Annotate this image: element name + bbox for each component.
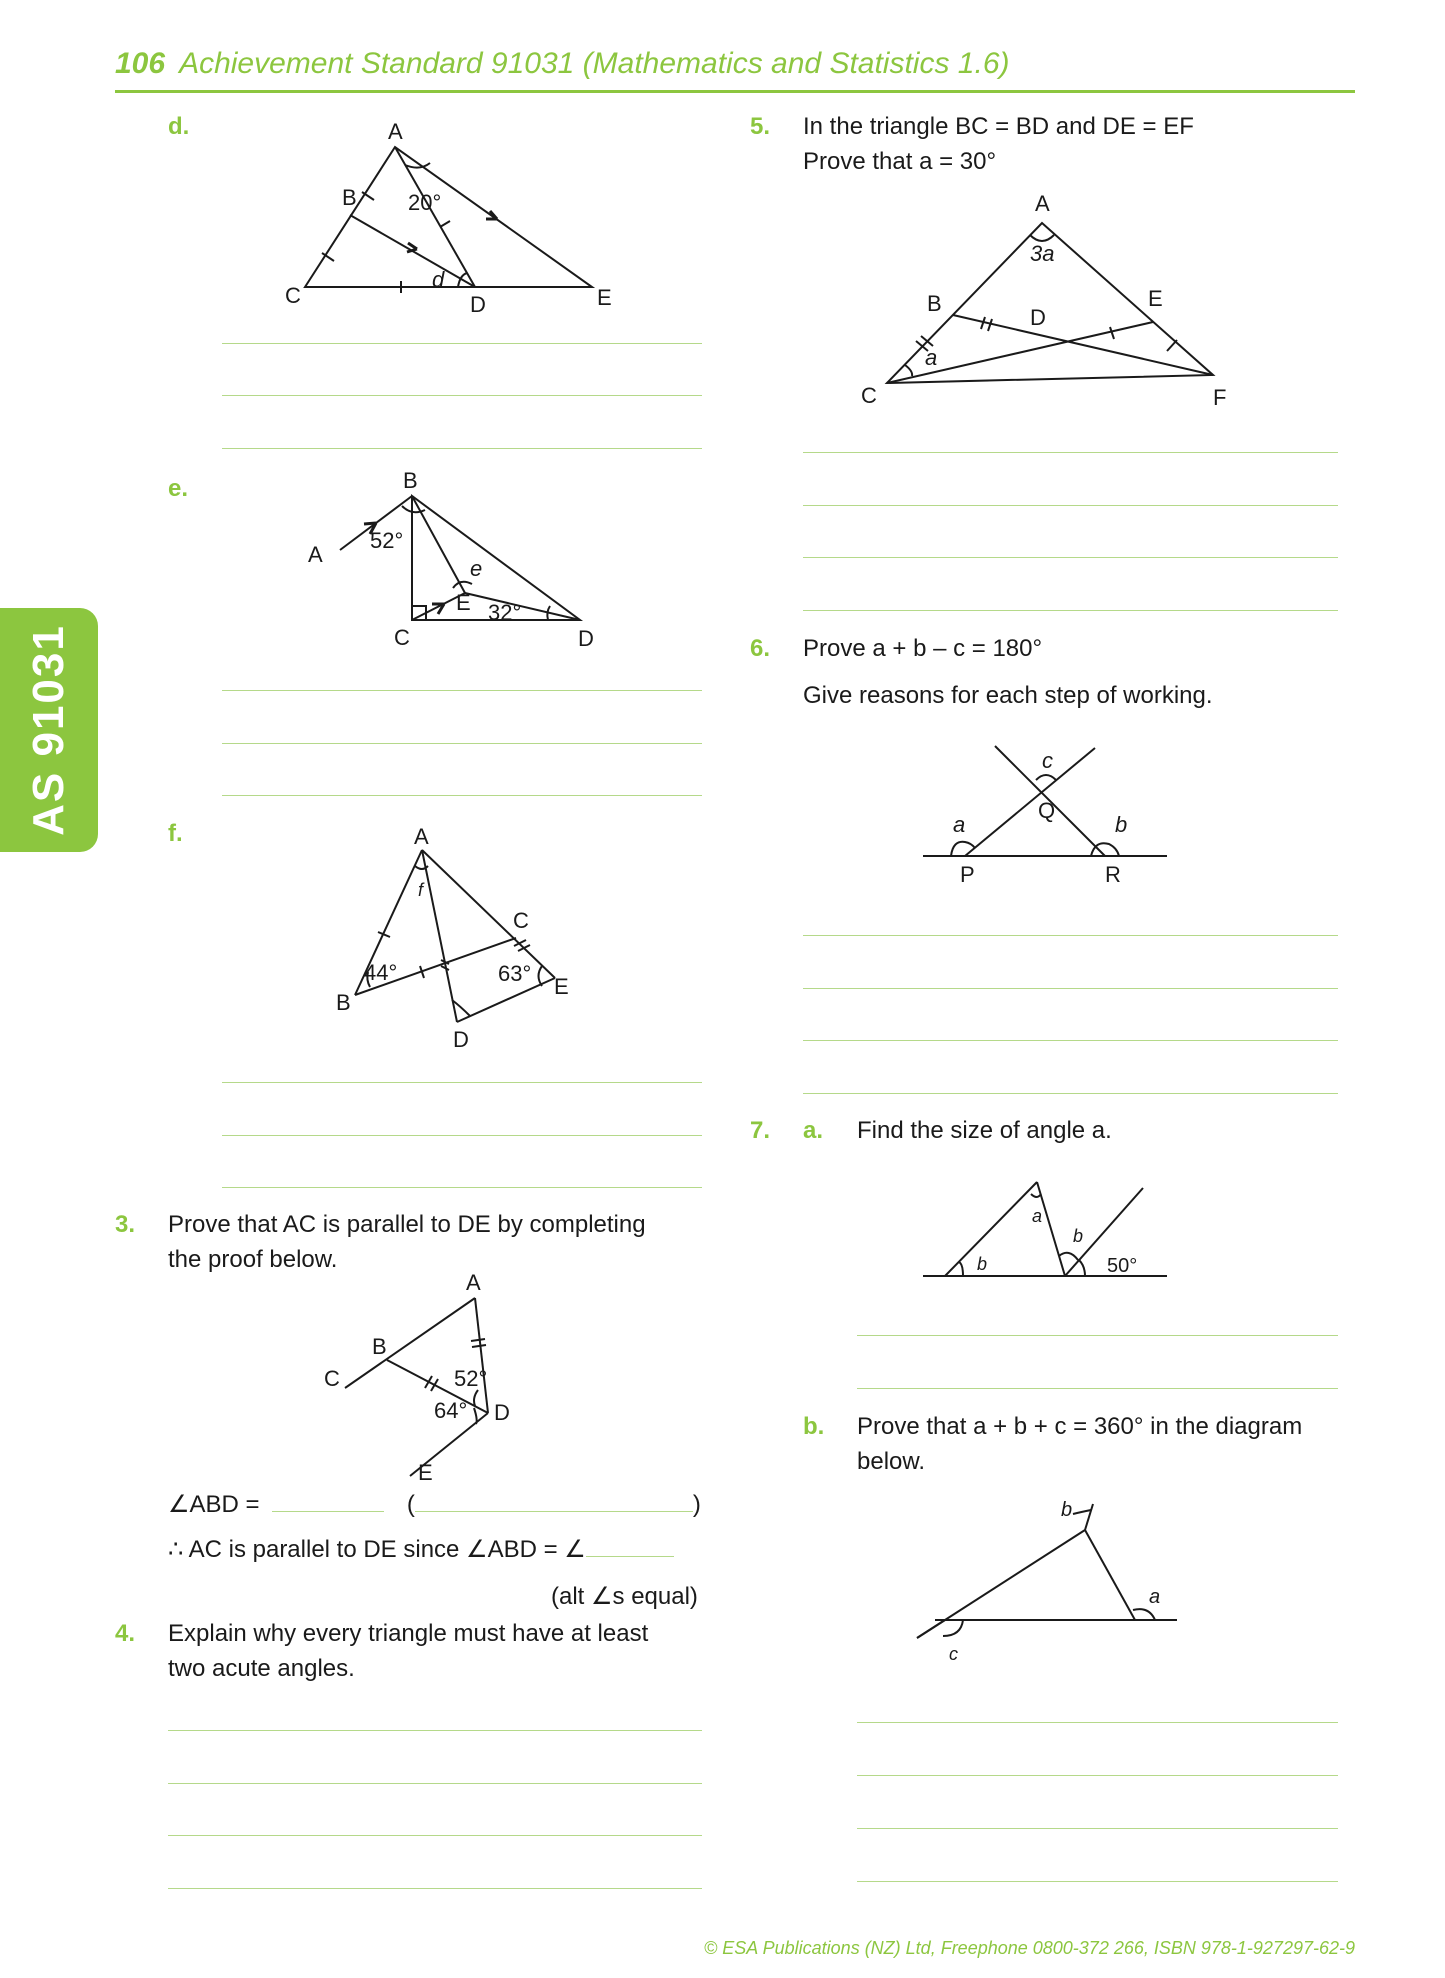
figure-f	[330, 820, 590, 1050]
answer-line[interactable]	[857, 1881, 1338, 1882]
question-7b-line-2: below.	[857, 1448, 926, 1475]
question-7b-label: b.	[803, 1413, 825, 1440]
answer-line[interactable]	[803, 452, 1338, 453]
paren-open: (	[406, 1491, 415, 1518]
question-7a-text: Find the size of angle a.	[857, 1117, 1112, 1144]
proof-reason: (alt ∠s equal)	[551, 1583, 698, 1610]
answer-line[interactable]	[803, 935, 1338, 936]
fig-5-angle-3a: 3a	[1030, 241, 1055, 266]
fig-7a-angle-b2: b	[1073, 1226, 1084, 1246]
fig-e-label-c: C	[394, 625, 410, 650]
fig-6-label-p: P	[960, 862, 975, 887]
answer-line[interactable]	[803, 1040, 1338, 1041]
answer-line[interactable]	[857, 1828, 1338, 1829]
side-tab-label: AS 91031	[24, 624, 73, 836]
answer-line[interactable]	[222, 1187, 702, 1188]
fig-7a-arc-a	[1031, 1194, 1041, 1197]
paren-close: )	[692, 1491, 701, 1518]
fig-f-label-d: D	[453, 1027, 469, 1052]
answer-line[interactable]	[222, 343, 702, 344]
fig-e-angle-e: e	[470, 556, 483, 581]
answer-line[interactable]	[857, 1722, 1338, 1723]
fig-3-angle-52: 52°	[454, 1366, 488, 1391]
fig-5-tick-ef	[1167, 340, 1177, 351]
figure-5	[855, 185, 1235, 415]
answer-line[interactable]	[803, 505, 1338, 506]
answer-line[interactable]	[857, 1388, 1338, 1389]
fig-d-arrow-bd	[407, 243, 417, 252]
fig-f-label-b: B	[336, 990, 351, 1015]
fig-f-angle-44: 44°	[364, 960, 398, 985]
fig-f-segment-ae	[422, 850, 555, 978]
question-3-number: 3.	[115, 1211, 136, 1238]
answer-line[interactable]	[222, 395, 702, 396]
fig-7a-arc-50	[1079, 1260, 1085, 1276]
figure-6	[915, 740, 1175, 890]
side-tab	[0, 608, 98, 852]
item-e-label: e.	[168, 475, 189, 502]
fig-7b-angle-c: c	[949, 1644, 958, 1664]
figure-3	[310, 1268, 560, 1498]
fig-7a-angle-a: a	[1032, 1206, 1043, 1226]
angle-answer-blank[interactable]	[586, 1532, 674, 1557]
figure-e	[300, 470, 630, 670]
proof-line-2	[168, 1532, 674, 1567]
answer-line[interactable]	[222, 448, 702, 449]
fig-d-segment-ad	[395, 147, 475, 287]
fig-e-arc-52	[402, 506, 425, 512]
fig-f-label-a: A	[414, 824, 429, 849]
question-4-number: 4.	[115, 1620, 136, 1647]
question-4-line-1: Explain why every triangle must have at least	[168, 1620, 649, 1647]
fig-7b-ray-left	[917, 1620, 945, 1638]
fig-f-angle-f: f	[418, 880, 424, 900]
fig-5-segment-bf	[953, 315, 1213, 375]
fig-5-label-e: E	[1148, 286, 1163, 311]
fig-5-label-d: D	[1030, 305, 1046, 330]
fig-7b-arc-a	[1133, 1609, 1155, 1620]
fig-6-angle-a: a	[953, 812, 966, 837]
answer-line[interactable]	[168, 1888, 702, 1889]
fig-e-label-a: A	[308, 542, 323, 567]
page-number: 106	[115, 47, 166, 80]
fig-d-label-d: D	[470, 292, 486, 317]
fig-e-angle-32: 32°	[488, 600, 522, 625]
fig-e-label-d: D	[578, 626, 594, 651]
figure-7b	[905, 1480, 1185, 1680]
fig-3-label-c: C	[324, 1366, 340, 1391]
fig-6-angle-c: c	[1042, 748, 1053, 773]
footer-copyright: © ESA Publications (NZ) Ltd, Freephone 0800-372 266, ISBN 978-1-927297-62-9	[704, 1938, 1355, 1958]
page-header	[115, 44, 1355, 93]
question-6-number: 6.	[750, 635, 771, 662]
fig-3-angle-64: 64°	[434, 1398, 468, 1423]
fig-7a-arc-b1	[959, 1262, 963, 1276]
answer-line[interactable]	[222, 1135, 702, 1136]
answer-line[interactable]	[222, 690, 702, 691]
fig-5-label-b: B	[927, 291, 942, 316]
question-7-number: 7.	[750, 1117, 771, 1144]
fig-5-tick-de	[1110, 327, 1114, 339]
answer-line[interactable]	[803, 610, 1338, 611]
fig-6-label-r: R	[1105, 862, 1121, 887]
answer-line[interactable]	[803, 988, 1338, 989]
fig-f-arc-f	[415, 866, 428, 869]
fig-7b-angle-a: a	[1149, 1586, 1161, 1608]
fig-7a-side-right	[1037, 1182, 1065, 1276]
fig-7a-side-left	[945, 1182, 1037, 1276]
fig-d-triangle	[305, 147, 592, 287]
fig-f-tick-ce-2	[518, 945, 530, 951]
fig-3-label-e: E	[418, 1460, 433, 1485]
answer-line[interactable]	[803, 557, 1338, 558]
fig-d-label-c: C	[285, 283, 301, 308]
fig-7b-side-right	[1085, 1530, 1135, 1620]
fig-6-arc-c	[1036, 775, 1056, 780]
fig-7b-arc-b	[1073, 1510, 1091, 1514]
fig-7b-angle-b: b	[1061, 1499, 1073, 1521]
fig-d-label-a: A	[388, 119, 403, 144]
fig-7b-arc-c	[943, 1620, 963, 1636]
item-f-label: f.	[168, 820, 183, 847]
fig-6-label-q: Q	[1038, 798, 1056, 823]
answer-line[interactable]	[857, 1335, 1338, 1336]
fig-5-arc-a	[905, 365, 912, 376]
answer-line[interactable]	[857, 1775, 1338, 1776]
question-6-line-2: Give reasons for each step of working.	[803, 682, 1213, 709]
fig-3-tick-bd-2	[431, 1379, 438, 1391]
question-3-line-2: the proof below.	[168, 1246, 338, 1273]
fig-d-angle-d: d	[432, 267, 445, 292]
fig-f-label-c: C	[513, 908, 529, 933]
fig-6-line-p	[965, 748, 1095, 856]
fig-d-label-b: B	[342, 185, 357, 210]
figure-d	[280, 115, 620, 325]
abd-answer-blank[interactable]	[272, 1487, 384, 1512]
question-7b-line-1: Prove that a + b + c = 360° in the diagram	[857, 1413, 1303, 1440]
abd-reason-blank[interactable]	[415, 1487, 693, 1512]
proof-abd-label: ∠ABD =	[168, 1491, 260, 1518]
fig-3-segment-ad	[475, 1298, 488, 1413]
fig-e-angle-52: 52°	[370, 528, 404, 553]
fig-7a-angle-b1: b	[977, 1254, 988, 1274]
fig-3-label-d: D	[494, 1400, 510, 1425]
fig-3-label-a: A	[466, 1270, 481, 1295]
question-3-line-1: Prove that AC is parallel to DE by completing	[168, 1211, 646, 1238]
question-4-line-2: two acute angles.	[168, 1655, 355, 1682]
fig-5-label-f: F	[1213, 385, 1227, 410]
answer-line[interactable]	[168, 1783, 702, 1784]
fig-5-tick-bd-2	[988, 319, 992, 331]
answer-line[interactable]	[222, 1082, 702, 1083]
figure-7a	[915, 1170, 1175, 1290]
fig-5-label-c: C	[861, 383, 877, 408]
fig-3-arc-52	[474, 1390, 478, 1406]
fig-3-label-b: B	[372, 1334, 387, 1359]
fig-f-angle-63: 63°	[498, 961, 532, 986]
fig-3-arc-64	[474, 1408, 477, 1424]
fig-6-arc-a	[951, 842, 975, 856]
answer-line[interactable]	[222, 743, 702, 744]
page-title: Achievement Standard 91031 (Mathematics and Statistics 1.6)	[179, 47, 1010, 80]
question-6-line-1: Prove a + b – c = 180°	[803, 635, 1043, 662]
fig-e-label-b: B	[403, 468, 418, 493]
fig-3-tick-ad-1	[471, 1339, 485, 1341]
answer-line[interactable]	[803, 1093, 1338, 1094]
fig-7b-ray-top	[1085, 1504, 1093, 1530]
fig-5-angle-a: a	[925, 345, 938, 370]
fig-d-tick-ad	[440, 221, 450, 227]
question-5-number: 5.	[750, 113, 771, 140]
fig-f-label-e: E	[554, 974, 569, 999]
fig-3-tick-ad-2	[472, 1345, 486, 1347]
fig-5-label-a: A	[1035, 191, 1050, 216]
answer-line[interactable]	[168, 1835, 702, 1836]
question-5-line-1: In the triangle BC = BD and DE = EF	[803, 113, 1194, 140]
item-d-label: d.	[168, 113, 190, 140]
fig-e-segment-be	[412, 496, 465, 593]
fig-7a-angle-50: 50°	[1107, 1255, 1138, 1277]
proof-conclusion: ∴ AC is parallel to DE since ∠ABD = ∠	[168, 1536, 586, 1563]
fig-d-label-e: E	[597, 285, 612, 310]
fig-7a-arc-b2	[1059, 1253, 1078, 1260]
proof-line-1	[168, 1487, 701, 1522]
fig-f-segment-ad	[422, 850, 457, 1022]
answer-line[interactable]	[222, 795, 702, 796]
fig-e-label-e: E	[456, 590, 471, 615]
fig-6-angle-b: b	[1115, 812, 1128, 837]
fig-d-angle-20: 20°	[408, 190, 442, 215]
question-7a-label: a.	[803, 1117, 824, 1144]
answer-line[interactable]	[168, 1730, 702, 1731]
question-5-line-2: Prove that a = 30°	[803, 148, 997, 175]
